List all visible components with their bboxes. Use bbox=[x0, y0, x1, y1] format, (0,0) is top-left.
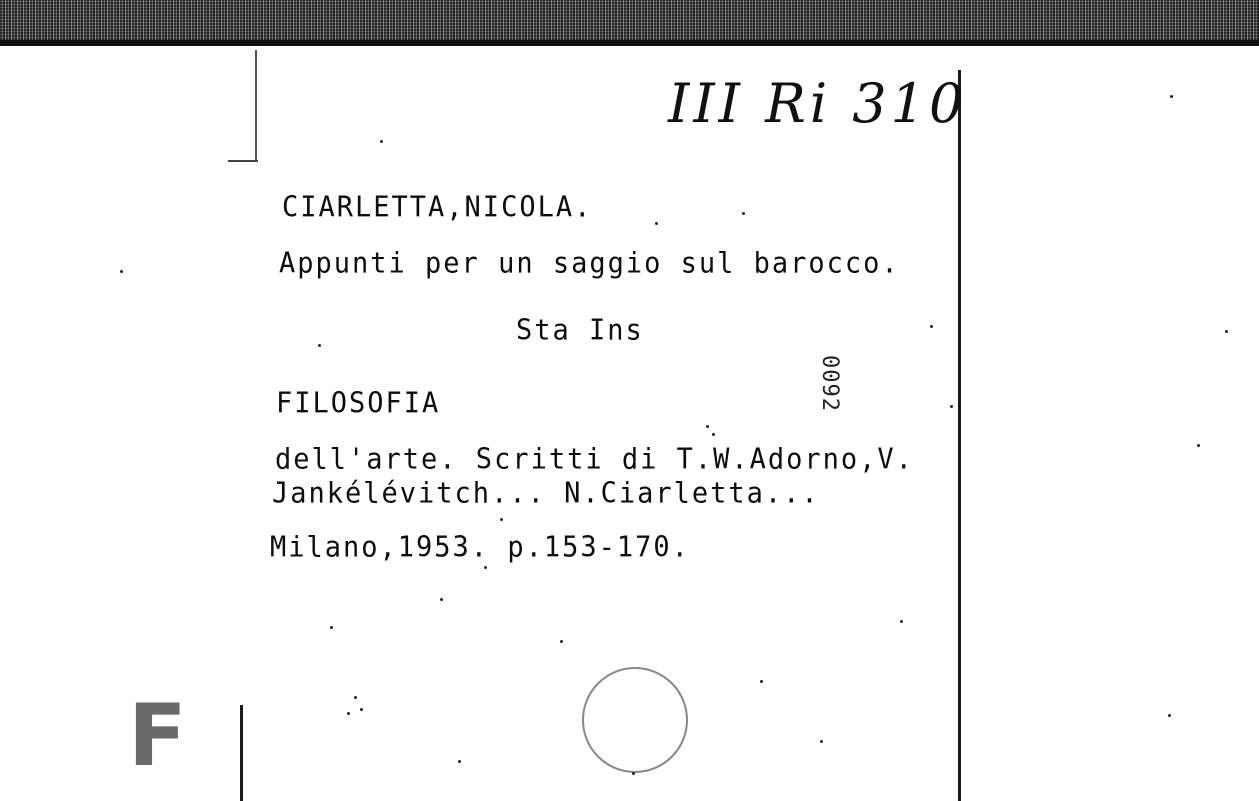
corner-index-letter: F bbox=[128, 686, 187, 786]
scan-speck bbox=[354, 696, 357, 699]
scan-speck bbox=[347, 712, 350, 715]
scan-speck bbox=[930, 325, 933, 328]
scan-speck bbox=[1170, 95, 1173, 98]
scan-speck bbox=[500, 518, 503, 521]
source-line-2: Jankélévitch... N.Ciarletta... bbox=[272, 477, 820, 510]
scan-speck bbox=[900, 620, 903, 623]
scan-border-strip bbox=[0, 0, 1259, 44]
scan-speck bbox=[440, 598, 443, 601]
scan-speck bbox=[318, 344, 321, 347]
scan-speck bbox=[760, 680, 763, 683]
scan-speck bbox=[1225, 330, 1228, 333]
scan-speck bbox=[1197, 444, 1200, 447]
scan-speck bbox=[1168, 714, 1171, 717]
scan-speck bbox=[484, 566, 487, 569]
source-line-1: dell'arte. Scritti di T.W.Adorno,V. bbox=[275, 443, 914, 476]
scan-speck bbox=[330, 626, 333, 629]
scan-speck bbox=[360, 708, 363, 711]
scan-speck bbox=[820, 740, 823, 743]
scan-speck bbox=[706, 425, 709, 428]
scan-speck bbox=[560, 640, 563, 643]
card-left-border bbox=[240, 705, 243, 801]
scan-speck bbox=[380, 140, 383, 143]
faint-stamp-circle bbox=[582, 667, 688, 773]
scan-speck bbox=[458, 760, 461, 763]
scan-speck bbox=[120, 270, 123, 273]
scan-border-edge bbox=[0, 40, 1259, 46]
author-heading: CIARLETTA,NICOLA. bbox=[282, 191, 593, 224]
scan-speck bbox=[950, 405, 953, 408]
series-heading: FILOSOFIA bbox=[276, 387, 441, 420]
location-tag: Sta Ins bbox=[516, 314, 644, 347]
card-punch-mark bbox=[255, 50, 257, 162]
scan-speck bbox=[632, 772, 635, 775]
side-stamp-number: 0092 bbox=[817, 355, 842, 412]
scan-speck bbox=[712, 433, 715, 436]
work-title: Appunti per un saggio sul barocco. bbox=[279, 247, 900, 280]
card-punch-mark-base bbox=[228, 160, 258, 162]
card-right-border bbox=[958, 70, 961, 801]
scan-speck bbox=[742, 212, 745, 215]
scan-speck bbox=[655, 222, 658, 225]
shelfmark-handwritten: III Ri 310 bbox=[668, 72, 968, 135]
imprint-line: Milano,1953. p.153-170. bbox=[270, 531, 690, 564]
